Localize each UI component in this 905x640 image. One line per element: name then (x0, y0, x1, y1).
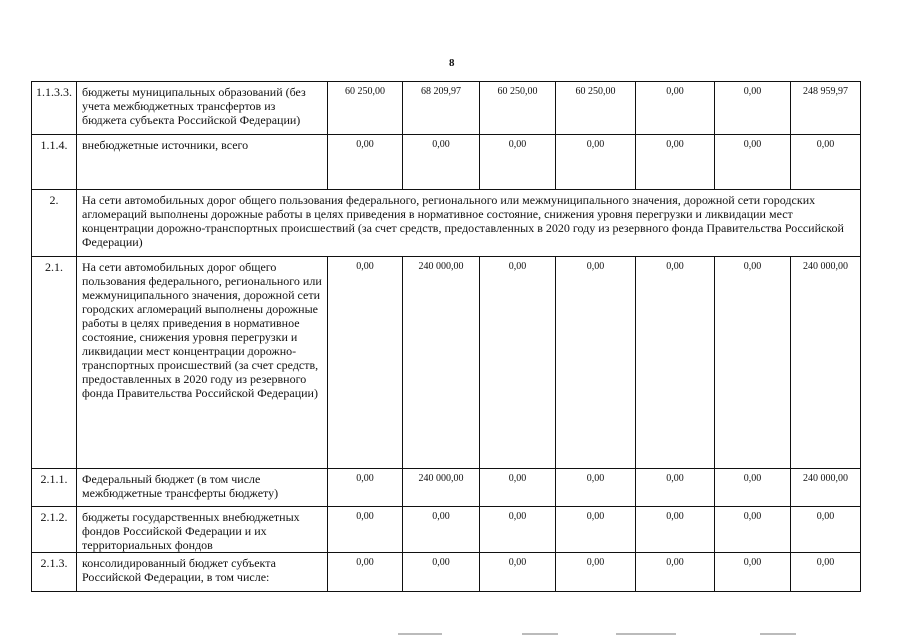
value-cell: 0,00 (715, 553, 791, 592)
value-cell: 0,00 (791, 135, 861, 190)
scan-artifact (616, 633, 676, 635)
value-cell: 0,00 (715, 257, 791, 469)
value-cell: 0,00 (636, 469, 715, 507)
table-row (32, 135, 861, 190)
value-cell: 0,00 (636, 507, 715, 553)
scan-artifact (398, 633, 442, 635)
table-row (32, 469, 861, 507)
value-cell: 0,00 (328, 257, 403, 469)
row-description: Федеральный бюджет (в том числе межбюджетные трансферты бюджету) (77, 469, 328, 507)
row-number: 1.1.3.3. (32, 82, 77, 135)
value-cell: 0,00 (480, 257, 556, 469)
value-cell: 68 209,97 (403, 82, 480, 135)
value-cell: 0,00 (480, 469, 556, 507)
row-number: 2.1.1. (32, 469, 77, 507)
table-row (32, 82, 861, 135)
value-cell: 0,00 (556, 507, 636, 553)
value-cell: 240 000,00 (403, 469, 480, 507)
value-cell: 0,00 (556, 135, 636, 190)
row-description: консолидированный бюджет субъекта Российской Федерации, в том числе: (77, 553, 328, 592)
scan-artifact (760, 633, 796, 635)
value-cell: 60 250,00 (328, 82, 403, 135)
value-cell: 0,00 (636, 82, 715, 135)
table-row (32, 553, 861, 592)
section-heading: На сети автомобильных дорог общего пользования федерального, регионального или межмуниципального значения, дорожной сети городских агломераций выполнены дорожные работы в целях приведения в нормативное состояние, снижения уровня перегрузки и ликвидации мест концентрации дорожно-транспортных происшествий (за счет средств, предоставленных в 2020 году из резервного фонда Правительства Российской Федерации) (77, 190, 861, 257)
value-cell: 60 250,00 (556, 82, 636, 135)
value-cell: 0,00 (328, 469, 403, 507)
value-cell: 0,00 (556, 469, 636, 507)
row-number: 2.1. (32, 257, 77, 469)
value-cell: 0,00 (328, 507, 403, 553)
scan-artifact (522, 633, 558, 635)
table-row (32, 257, 861, 469)
row-description: внебюджетные источники, всего (77, 135, 328, 190)
value-cell: 0,00 (403, 135, 480, 190)
value-cell: 0,00 (715, 82, 791, 135)
value-cell: 0,00 (480, 553, 556, 592)
value-cell: 0,00 (715, 507, 791, 553)
value-cell: 0,00 (328, 553, 403, 592)
value-cell: 0,00 (636, 257, 715, 469)
value-cell: 0,00 (715, 135, 791, 190)
value-cell: 240 000,00 (791, 469, 861, 507)
table-row (32, 190, 861, 257)
value-cell: 0,00 (556, 257, 636, 469)
value-cell: 60 250,00 (480, 82, 556, 135)
value-cell: 0,00 (791, 507, 861, 553)
row-number: 2. (32, 190, 77, 257)
value-cell: 0,00 (636, 553, 715, 592)
value-cell: 0,00 (480, 135, 556, 190)
table-row (32, 507, 861, 553)
value-cell: 0,00 (480, 507, 556, 553)
row-number: 1.1.4. (32, 135, 77, 190)
page-number: 8 (449, 57, 455, 69)
value-cell: 0,00 (715, 469, 791, 507)
value-cell: 240 000,00 (403, 257, 480, 469)
row-number: 2.1.3. (32, 553, 77, 592)
row-description: На сети автомобильных дорог общего пользования федерального, регионального или межмуниципального значения, дорожной сети городских агломераций выполнены дорожные работы в целях приведения в нормативное состояние, снижения уровня перегрузки и ликвидации мест концентрации дорожно-транспортных происшествий (за счет средств, предоставленных в 2020 году из резервного фонда Правительства Российской Федерации) (77, 257, 328, 469)
value-cell: 0,00 (636, 135, 715, 190)
value-cell: 0,00 (403, 553, 480, 592)
value-cell: 0,00 (791, 553, 861, 592)
row-description: бюджеты государственных внебюджетных фондов Российской Федерации и их территориальных фондов (77, 507, 328, 553)
row-description: бюджеты муниципальных образований (без учета межбюджетных трансфертов из бюджета субъекта Российской Федерации) (77, 82, 328, 135)
value-cell: 240 000,00 (791, 257, 861, 469)
value-cell: 0,00 (403, 507, 480, 553)
value-cell: 248 959,97 (791, 82, 861, 135)
value-cell: 0,00 (328, 135, 403, 190)
row-number: 2.1.2. (32, 507, 77, 553)
budget-table (31, 81, 861, 592)
value-cell: 0,00 (556, 553, 636, 592)
